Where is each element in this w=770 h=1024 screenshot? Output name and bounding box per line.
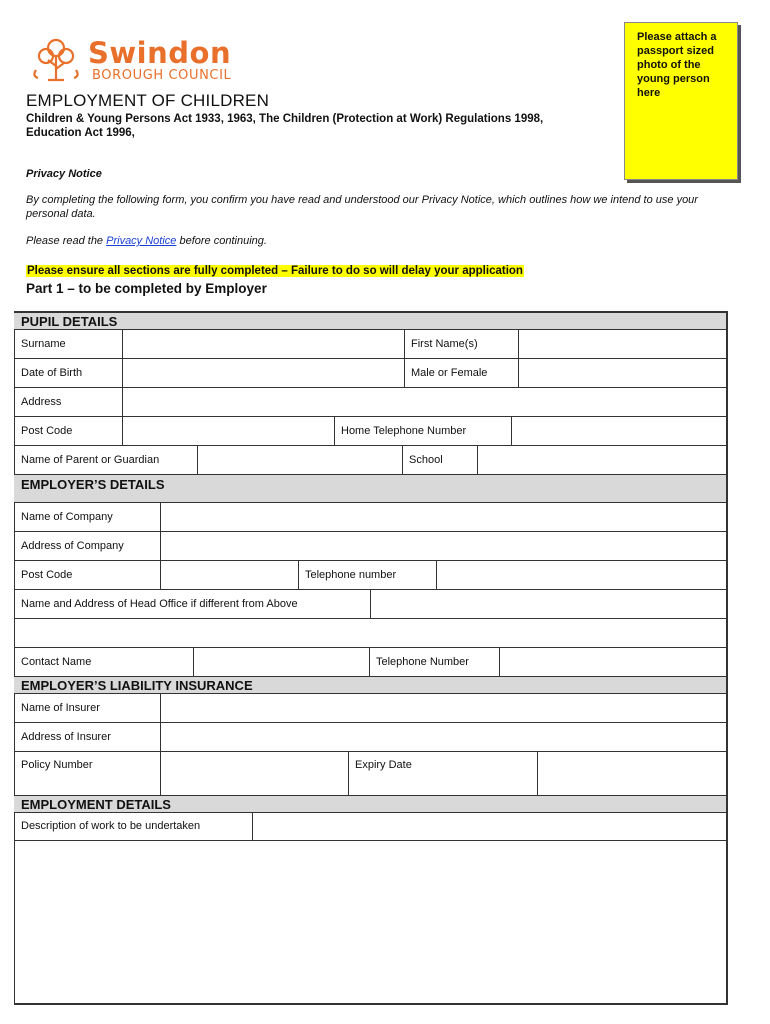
- head-office-label: Name and Address of Head Office if different from Above: [14, 590, 370, 618]
- postcode-label: Post Code: [14, 417, 122, 445]
- gender-label: Male or Female: [404, 359, 518, 387]
- employer-telephone-field[interactable]: [436, 561, 726, 589]
- school-label: School: [402, 446, 477, 474]
- first-names-field[interactable]: [518, 330, 726, 358]
- privacy-text: By completing the following form, you confirm you have read and understood our Privacy Notice, which outlines how we intend to use your personal data.: [26, 194, 698, 220]
- privacy-read-prefix: Please read the: [26, 235, 107, 247]
- company-address-field[interactable]: [160, 532, 726, 560]
- company-name-field[interactable]: [160, 503, 726, 531]
- contact-telephone-field[interactable]: [499, 648, 726, 676]
- privacy-read-line: [26, 235, 267, 247]
- company-name-label: Name of Company: [14, 503, 160, 531]
- insurer-address-label: Address of Insurer: [14, 723, 160, 751]
- council-logo: [30, 36, 240, 86]
- company-address-label: Address of Company: [14, 532, 160, 560]
- privacy-heading: Privacy Notice: [26, 168, 102, 180]
- contact-name-field[interactable]: [193, 648, 369, 676]
- employer-postcode-label: Post Code: [14, 561, 160, 589]
- home-telephone-field[interactable]: [511, 417, 726, 445]
- work-description-area[interactable]: [14, 841, 726, 1005]
- policy-number-field[interactable]: [160, 752, 348, 795]
- surname-field[interactable]: [122, 330, 404, 358]
- part1-heading: Part 1 – to be completed by Employer: [26, 281, 267, 296]
- head-office-field-line2[interactable]: [14, 619, 726, 647]
- work-description-label: Description of work to be undertaken: [14, 813, 252, 840]
- dob-field[interactable]: [122, 359, 404, 387]
- first-names-label: First Name(s): [404, 330, 518, 358]
- gender-field[interactable]: [518, 359, 726, 387]
- logo-name: Swindon: [88, 36, 232, 70]
- insurer-name-field[interactable]: [160, 694, 726, 722]
- policy-number-label: Policy Number: [14, 752, 160, 795]
- school-field[interactable]: [477, 446, 726, 474]
- page-title: EMPLOYMENT OF CHILDREN: [26, 91, 270, 110]
- postcode-field[interactable]: [122, 417, 334, 445]
- photo-attach-box: [624, 22, 738, 180]
- insurer-name-label: Name of Insurer: [14, 694, 160, 722]
- completion-warning: Please ensure all sections are fully completed – Failure to do so will delay your application: [27, 265, 523, 277]
- privacy-read-suffix: before continuing.: [176, 235, 267, 247]
- insurer-address-field[interactable]: [160, 723, 726, 751]
- section-employment-details: EMPLOYMENT DETAILS: [14, 796, 726, 813]
- parent-field[interactable]: [197, 446, 402, 474]
- section-employer-details: EMPLOYER’S DETAILS: [14, 475, 726, 503]
- section-pupil-details: PUPIL DETAILS: [14, 313, 726, 330]
- dob-label: Date of Birth: [14, 359, 122, 387]
- parent-label: Name of Parent or Guardian: [14, 446, 197, 474]
- work-description-field[interactable]: [252, 813, 726, 840]
- legislation-subtitle: Children & Young Persons Act 1933, 1963, The Children (Protection at Work) Regulations 1998, Education Act 1996,: [26, 113, 544, 139]
- logo-subtitle: BOROUGH COUNCIL: [92, 68, 232, 83]
- contact-name-label: Contact Name: [14, 648, 193, 676]
- application-form: [14, 311, 728, 1005]
- home-telephone-label: Home Telephone Number: [334, 417, 511, 445]
- section-liability-insurance: EMPLOYER’S LIABILITY INSURANCE: [14, 677, 726, 694]
- contact-telephone-label: Telephone Number: [369, 648, 499, 676]
- surname-label: Surname: [14, 330, 122, 358]
- tree-logo-icon: [30, 36, 82, 86]
- head-office-field[interactable]: [370, 590, 726, 618]
- address-label: Address: [14, 388, 122, 416]
- privacy-notice-link[interactable]: Privacy Notice: [106, 235, 177, 247]
- employer-telephone-label: Telephone number: [298, 561, 436, 589]
- expiry-date-label: Expiry Date: [348, 752, 537, 795]
- expiry-date-field[interactable]: [537, 752, 726, 795]
- employer-postcode-field[interactable]: [160, 561, 298, 589]
- photo-instruction: Please attach a passport sized photo of the young person here: [637, 31, 717, 99]
- address-field[interactable]: [122, 388, 726, 416]
